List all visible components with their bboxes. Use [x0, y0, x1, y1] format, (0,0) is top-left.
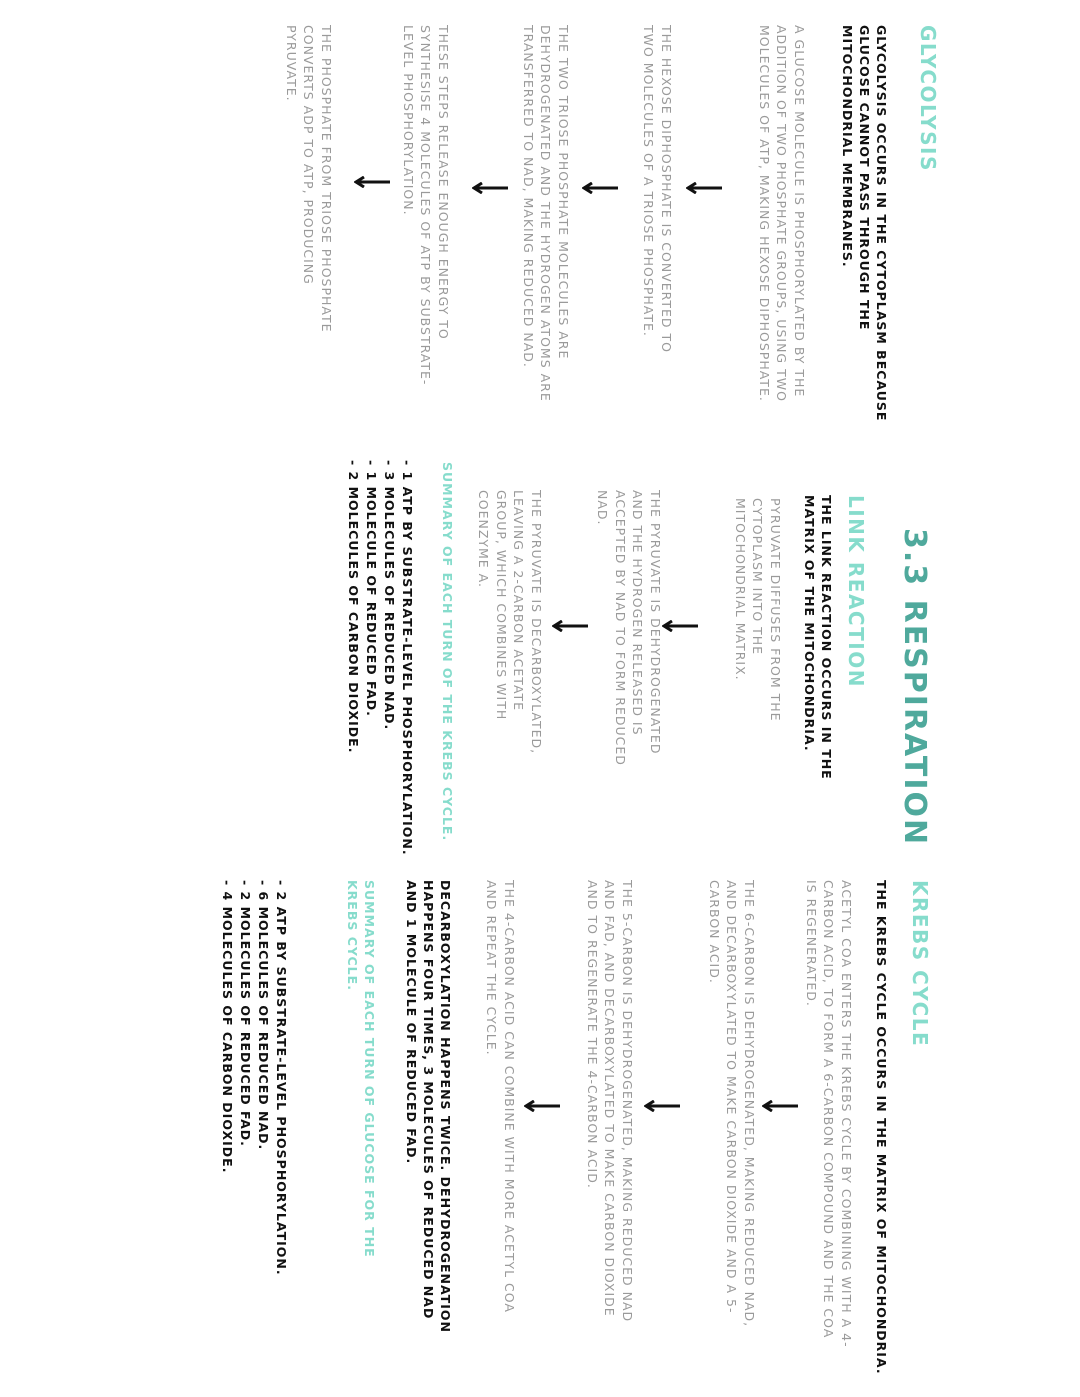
arrow-down-icon — [686, 182, 722, 194]
glycolysis-step-3: THE TWO TRIOSE PHOSPHATE MOLECULES ARE DEHYDROGENATED AND THE HYDROGEN ATOMS ARE TRANSFERRED TO NAD, MAKING REDUCED NAD. — [521, 25, 571, 402]
arrow-down-icon — [552, 620, 588, 632]
list-item: - 1 MOLECULE OF REDUCED FAD. — [362, 460, 380, 856]
arrow-down-icon — [524, 1100, 560, 1112]
glycolysis-step-5: THE PHOSPHATE FROM TRIOSE PHOSPHATE CONVERTS ADP TO ATP, PRODUCING PYRUVATE. — [284, 25, 334, 333]
arrow-down-icon — [354, 176, 390, 188]
list-item: - 3 MOLECULES OF REDUCED NAD. — [380, 460, 398, 856]
link-reaction-heading: LINK REACTION — [844, 495, 868, 688]
glycolysis-intro: GLYCOLYSIS OCCURS IN THE CYTOPLASM BECAUSE GLUCOSE CANNOT PASS THROUGH THE MITOCHONDRIAL MEMBRANES. — [840, 25, 889, 422]
link-reaction-step-3: THE PYRUVATE IS DECARBOXYLATED, LEAVING A 2-CARBON ACETATE GROUP, WHICH COMBINES WITH COENZYME A. — [476, 490, 544, 755]
link-reaction-step-1: PYRUVATE DIFFUSES FROM THE CYTOPLASM INTO THE MITOCHONDRIAL MATRIX. — [733, 498, 783, 722]
link-summary-list — [344, 460, 416, 856]
glycolysis-heading: GLYCOLYSIS — [916, 25, 940, 172]
list-item: - 2 MOLECULES OF CARBON DIOXIDE. — [344, 460, 362, 856]
krebs-intro: THE KREBS CYCLE OCCURS IN THE MATRIX OF MITOCHONDRIA. — [874, 880, 889, 1375]
link-reaction-intro: THE LINK REACTION OCCURS IN THE MATRIX OF THE MITOCHONDRIA. — [802, 495, 834, 780]
glycolysis-step-4: THESE STEPS RELEASE ENOUGH ENERGY TO SYNTHESISE 4 MOLECULES OF ATP BY SUBSTRATE-LEVEL PHOSPHORYLATION. — [401, 25, 451, 386]
arrow-down-icon — [762, 1100, 798, 1112]
arrow-down-icon — [662, 620, 698, 632]
krebs-note: DECARBOXYLATION HAPPENS TWICE. DEHYDROGENATION HAPPENS FOUR TIMES, 3 MOLECULES OF REDUCED NAD AND 1 MOLECULE OF REDUCED FAD. — [404, 880, 453, 1333]
list-item: - 1 ATP BY SUBSTRATE-LEVEL PHOSPHORYLATION. — [398, 460, 416, 856]
page-title: 3.3 RESPIRATION — [897, 528, 932, 847]
krebs-summary-heading: SUMMARY OF EACH TURN OF GLUCOSE FOR THE KREBS CYCLE. — [345, 880, 377, 1258]
list-item: - 4 MOLECULES OF CARBON DIOXIDE. — [218, 880, 236, 1276]
arrow-down-icon — [582, 182, 618, 194]
link-summary-heading: SUMMARY OF EACH TURN OF THE KREBS CYCLE. — [440, 462, 455, 842]
glycolysis-step-2: THE HEXOSE DIPHOSPHATE IS CONVERTED TO TWO MOLECULES OF A TRIOSE PHOSPHATE. — [641, 25, 674, 354]
list-item: - 2 ATP BY SUBSTRATE-LEVEL PHOSPHORYLATION. — [272, 880, 290, 1276]
link-reaction-step-2: THE PYRUVATE IS DEHYDROGENATED AND THE HYDROGEN RELEASED IS ACCEPTED BY NAD TO FORM REDUCED NAD. — [595, 490, 663, 766]
krebs-summary-list — [218, 880, 290, 1276]
krebs-step-2: THE 6-CARBON IS DEHYDROGENATED, MAKING REDUCED NAD, AND DECARBOXYLATED TO MAKE CARBON DIOXIDE AND A 5-CARBON ACID. — [707, 880, 757, 1328]
list-item: - 6 MOLECULES OF REDUCED NAD. — [254, 880, 272, 1276]
krebs-step-4: THE 4-CARBON ACID CAN COMBINE WITH MORE ACETYL COA AND REPEAT THE CYCLE. — [484, 880, 517, 1313]
krebs-step-1: ACETYL COA ENTERS THE KREBS CYCLE BY COMBINING WITH A 4-CARBON ACID, TO FORM A 6-CARBON COMPOUND AND THE COA IS REGENERATED. — [804, 880, 854, 1348]
glycolysis-step-1: A GLUCOSE MOLECULE IS PHOSPHORYLATED BY THE ADDITION OF TWO PHOSPHATE GROUPS, USING TWO MOLECULES OF ATP, MAKING HEXOSE DIPHOSPHATE. — [757, 25, 807, 402]
arrow-down-icon — [644, 1100, 680, 1112]
arrow-down-icon — [472, 182, 508, 194]
list-item: - 2 MOLECULES OF REDUCED FAD. — [236, 880, 254, 1276]
krebs-step-3: THE 5-CARBON IS DEHYDROGENATED, MAKING REDUCED NAD AND FAD, AND DECARBOXYLATED TO MAKE CARBON DIOXIDE AND TO REGENERATE THE 4-CARBON ACID. — [585, 880, 635, 1323]
krebs-cycle-heading: KREBS CYCLE — [908, 880, 932, 1048]
